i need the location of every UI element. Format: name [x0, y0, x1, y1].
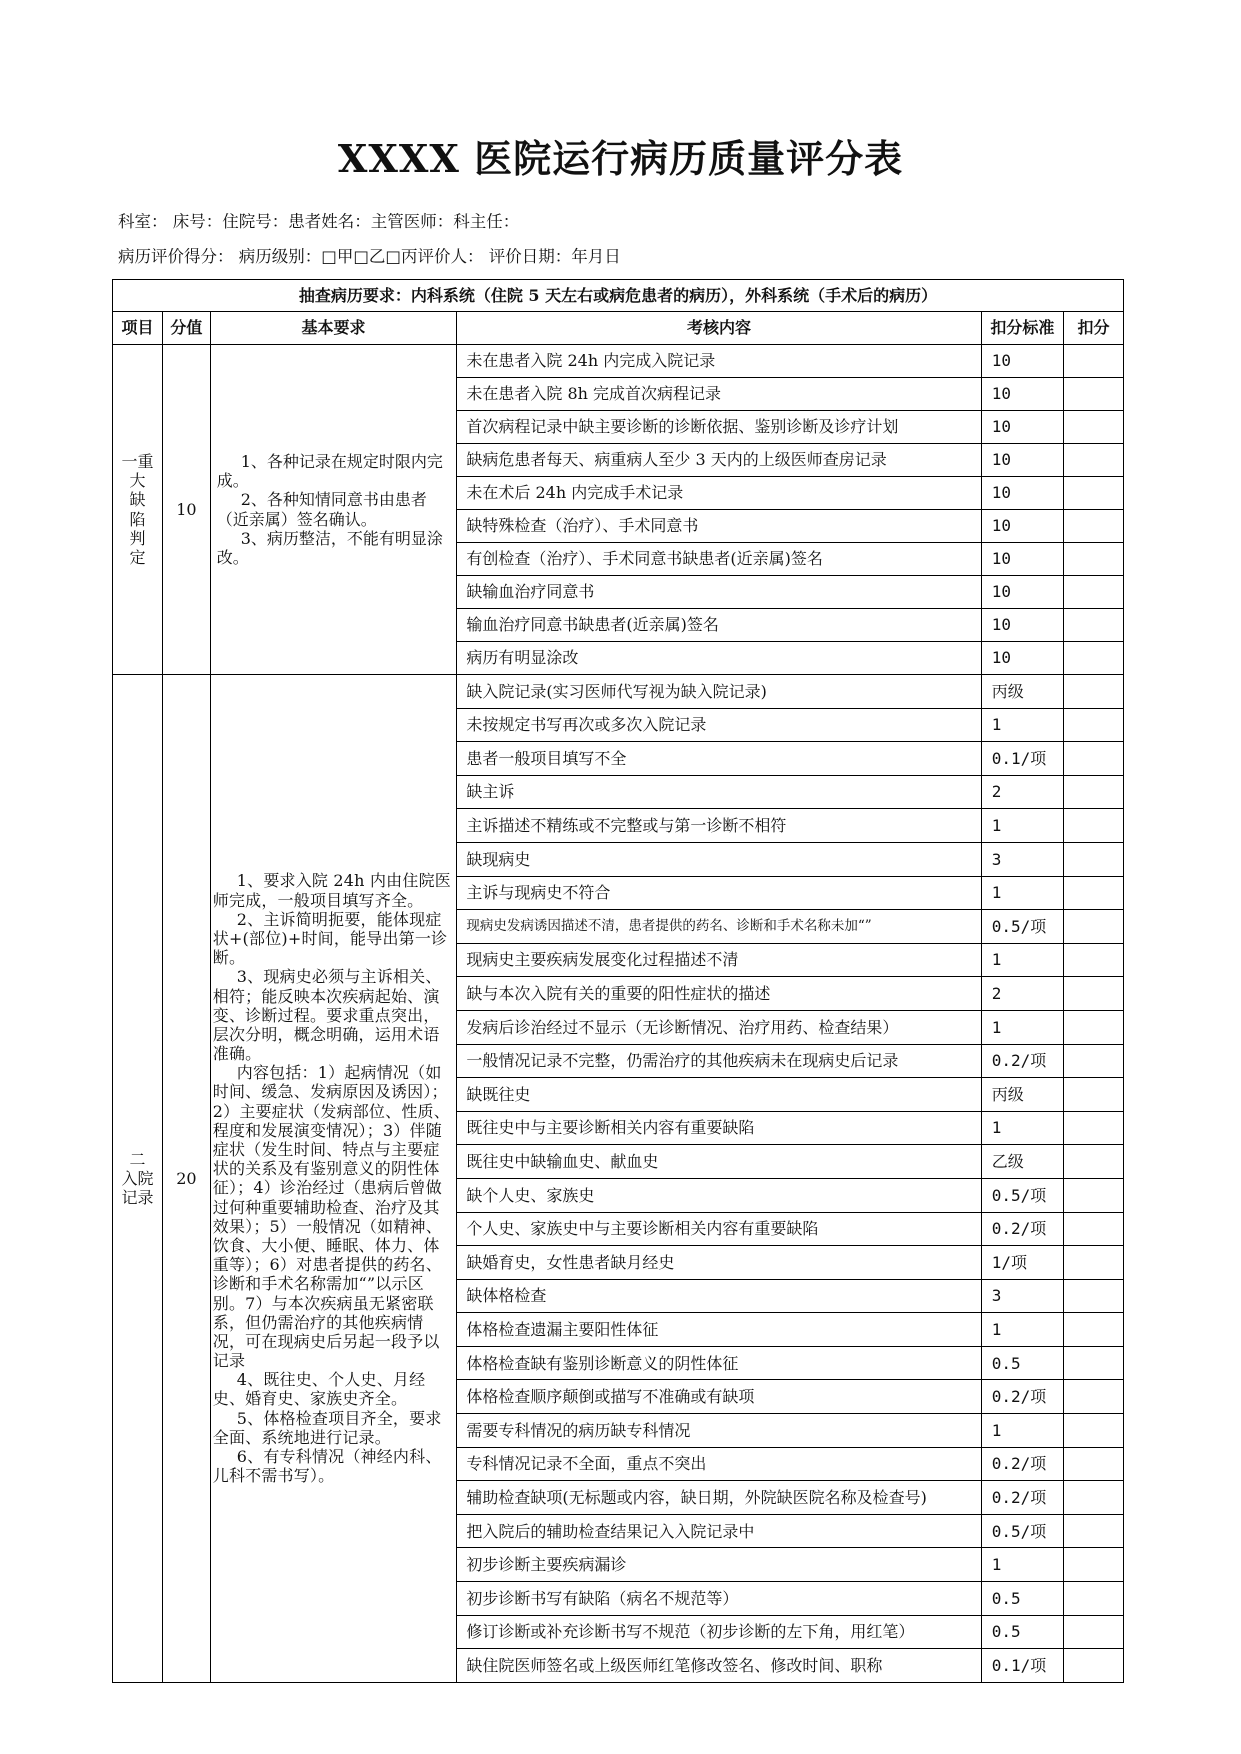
patient-info-line: 科室： 床号：住院号：患者姓名：主管医师：科主任： — [118, 212, 520, 231]
deduction-input-cell[interactable] — [1063, 1313, 1123, 1347]
assessment-content: 体格检查缺有鉴别诊断意义的阴性体征 — [457, 1346, 981, 1380]
deduction-input-cell[interactable] — [1063, 543, 1123, 576]
requirement-paragraph: 内容包括：1）起病情况（如时间、缓急、发病原因及诱因）；2）主要症状（发病部位、性质、程度和发展演变情况）；3）伴随症状（发生时间、特点与主要症状的关系及有鉴别意义的阴性体征）；4）诊治经过（患病后曾做过何种重要辅助检查、治疗及其效果）；5）一般情况（如精神、饮食、大小便、睡眠、体力、体重等）；6）对患者提供的药名、诊断和手术名称需加“”以示区别。7）与本次疾病虽无紧密联系，但仍需治疗的其他疾病情况，可在现病史后另起一段予以记录 — [212, 1063, 450, 1371]
evaluation-info-line: 病历评价得分： 病历级别：□甲□乙□丙评价人： 评价日期：年月日 — [118, 247, 621, 266]
assessment-content: 缺现病史 — [457, 842, 981, 876]
deduction-input-cell[interactable] — [1063, 675, 1123, 709]
deduction-input-cell[interactable] — [1063, 378, 1123, 411]
deduction-standard: 1/项 — [981, 1246, 1063, 1280]
deduction-standard: 10 — [981, 642, 1063, 675]
assessment-content: 病历有明显涂改 — [457, 642, 981, 675]
col-header-score: 分值 — [162, 312, 210, 345]
deduction-input-cell[interactable] — [1063, 1178, 1123, 1212]
deduction-input-cell[interactable] — [1063, 910, 1123, 944]
assessment-content: 未在患者入院 24h 内完成入院记录 — [457, 345, 981, 378]
basic-requirements — [210, 675, 457, 1683]
deduction-input-cell[interactable] — [1063, 1514, 1123, 1548]
assessment-content: 未在术后 24h 内完成手术记录 — [457, 477, 981, 510]
assessment-content: 既往史中缺输血史、献血史 — [457, 1145, 981, 1179]
deduction-input-cell[interactable] — [1063, 1615, 1123, 1649]
assessment-content: 初步诊断主要疾病漏诊 — [457, 1548, 981, 1582]
assessment-content: 缺病危患者每天、病重病人至少 3 天内的上级医师查房记录 — [457, 444, 981, 477]
deduction-standard: 1 — [981, 876, 1063, 910]
deduction-input-cell[interactable] — [1063, 1279, 1123, 1313]
assessment-content: 缺特殊检查（治疗）、手术同意书 — [457, 510, 981, 543]
assessment-content: 发病后诊治经过不显示（无诊断情况、治疗用药、检查结果） — [457, 1010, 981, 1044]
deduction-standard: 1 — [981, 1111, 1063, 1145]
requirement-paragraph: 5、体格检查项目齐全，要求全面、系统地进行记录。 — [212, 1408, 442, 1447]
deduction-standard: 10 — [981, 609, 1063, 642]
assessment-content: 把入院后的辅助检查结果记入入院记录中 — [457, 1514, 981, 1548]
deduction-standard: 1 — [981, 1548, 1063, 1582]
deduction-standard: 2 — [981, 775, 1063, 809]
assessment-content: 有创检查（治疗）、手术同意书缺患者(近亲属)签名 — [457, 543, 981, 576]
assessment-content: 缺输血治疗同意书 — [457, 576, 981, 609]
deduction-standard: 10 — [981, 477, 1063, 510]
deduction-standard: 0.5/项 — [981, 910, 1063, 944]
col-header-assessment-content: 考核内容 — [457, 312, 981, 345]
deduction-input-cell[interactable] — [1063, 1111, 1123, 1145]
assessment-content: 缺主诉 — [457, 775, 981, 809]
deduction-input-cell[interactable] — [1063, 609, 1123, 642]
deduction-standard: 0.5 — [981, 1615, 1063, 1649]
assessment-content: 未按规定书写再次或多次入院记录 — [457, 708, 981, 742]
deduction-input-cell[interactable] — [1063, 742, 1123, 776]
deduction-standard: 0.2/项 — [981, 1481, 1063, 1515]
assessment-content: 缺入院记录(实习医师代写视为缺入院记录) — [457, 675, 981, 709]
assessment-content: 现病史主要疾病发展变化过程描述不清 — [457, 943, 981, 977]
deduction-input-cell[interactable] — [1063, 477, 1123, 510]
assessment-content: 个人史、家族史中与主要诊断相关内容有重要缺陷 — [457, 1212, 981, 1246]
deduction-input-cell[interactable] — [1063, 1212, 1123, 1246]
table-row — [113, 345, 1124, 378]
deduction-input-cell[interactable] — [1063, 411, 1123, 444]
assessment-content: 体格检查顺序颠倒或描写不准确或有缺项 — [457, 1380, 981, 1414]
column-header-row — [113, 312, 1124, 345]
col-header-deduction-standard: 扣分标准 — [981, 312, 1063, 345]
deduction-standard: 乙级 — [981, 1145, 1063, 1179]
deduction-standard: 丙级 — [981, 1078, 1063, 1112]
deduction-input-cell[interactable] — [1063, 977, 1123, 1011]
requirement-header: 抽查病历要求：内科系统（住院 5 天左右或病危患者的病历），外科系统（手术后的病历） — [113, 280, 1124, 312]
requirement-paragraph: 1、各种记录在规定时限内完成。 — [216, 451, 443, 491]
assessment-content: 初步诊断书写有缺陷（病名不规范等） — [457, 1582, 981, 1616]
assessment-content: 专科情况记录不全面，重点不突出 — [457, 1447, 981, 1481]
assessment-content: 体格检查遗漏主要阳性体征 — [457, 1313, 981, 1347]
table-row — [113, 675, 1124, 709]
requirement-paragraph: 2、各种知情同意书由患者（近亲属）签名确认。 — [216, 490, 427, 529]
deduction-input-cell[interactable] — [1063, 1010, 1123, 1044]
deduction-standard: 0.2/项 — [981, 1044, 1063, 1078]
assessment-content: 修订诊断或补充诊断书写不规范（初步诊断的左下角，用红笔） — [457, 1615, 981, 1649]
deduction-standard: 10 — [981, 543, 1063, 576]
deduction-input-cell[interactable] — [1063, 1548, 1123, 1582]
assessment-content: 现病史发病诱因描述不清，患者提供的药名、诊断和手术名称未加“” — [457, 910, 981, 944]
assessment-content: 主诉与现病史不符合 — [457, 876, 981, 910]
deduction-standard: 10 — [981, 510, 1063, 543]
requirement-paragraph: 1、要求入院 24h 内由住院医师完成，一般项目填写齐全。 — [212, 871, 451, 910]
col-header-item: 项目 — [113, 312, 163, 345]
assessment-content: 主诉描述不精练或不完整或与第一诊断不相符 — [457, 809, 981, 843]
deduction-standard: 1 — [981, 708, 1063, 742]
deduction-input-cell[interactable] — [1063, 1649, 1123, 1683]
assessment-content: 首次病程记录中缺主要诊断的诊断依据、鉴别诊断及诊疗计划 — [457, 411, 981, 444]
deduction-standard: 0.1/项 — [981, 1649, 1063, 1683]
deduction-input-cell[interactable] — [1063, 1145, 1123, 1179]
deduction-input-cell[interactable] — [1063, 345, 1123, 378]
deduction-standard: 0.2/项 — [981, 1380, 1063, 1414]
deduction-input-cell[interactable] — [1063, 444, 1123, 477]
deduction-input-cell[interactable] — [1063, 1481, 1123, 1515]
assessment-content: 需要专科情况的病历缺专科情况 — [457, 1414, 981, 1448]
assessment-content: 缺个人史、家族史 — [457, 1178, 981, 1212]
deduction-input-cell[interactable] — [1063, 576, 1123, 609]
score-table — [112, 279, 1124, 1683]
deduction-standard: 0.5 — [981, 1346, 1063, 1380]
assessment-content: 缺住院医师签名或上级医师红笔修改签名、修改时间、职称 — [457, 1649, 981, 1683]
deduction-input-cell[interactable] — [1063, 1380, 1123, 1414]
assessment-content: 辅助检查缺项(无标题或内容，缺日期，外院缺医院名称及检查号) — [457, 1481, 981, 1515]
assessment-content: 未在患者入院 8h 完成首次病程记录 — [457, 378, 981, 411]
deduction-input-cell[interactable] — [1063, 510, 1123, 543]
deduction-input-cell[interactable] — [1063, 1582, 1123, 1616]
requirement-paragraph: 3、病历整洁，不能有明显涂改。 — [216, 528, 443, 567]
deduction-input-cell[interactable] — [1063, 1414, 1123, 1448]
col-header-deduction: 扣分 — [1063, 312, 1123, 345]
deduction-input-cell[interactable] — [1063, 708, 1123, 742]
assessment-content: 缺体格检查 — [457, 1279, 981, 1313]
assessment-content: 输血治疗同意书缺患者(近亲属)签名 — [457, 609, 981, 642]
assessment-content: 一般情况记录不完整，仍需治疗的其他疾病未在现病史后记录 — [457, 1044, 981, 1078]
deduction-input-cell[interactable] — [1063, 775, 1123, 809]
deduction-standard: 10 — [981, 378, 1063, 411]
requirement-paragraph: 3、现病史必须与主诉相关、相符；能反映本次疾病起始、演变、诊断过程。要求重点突出，层次分明，概念明确，运用术语准确。 — [212, 967, 442, 1064]
deduction-standard: 10 — [981, 411, 1063, 444]
assessment-content: 缺婚育史，女性患者缺月经史 — [457, 1246, 981, 1280]
section-score: 20 — [162, 675, 210, 1683]
deduction-standard: 2 — [981, 977, 1063, 1011]
deduction-standard: 3 — [981, 842, 1063, 876]
col-header-basic-requirement: 基本要求 — [210, 312, 457, 345]
deduction-standard: 10 — [981, 345, 1063, 378]
requirement-paragraph: 2、主诉简明扼要，能体现症状+(部位)+时间，能导出第一诊断。 — [212, 909, 448, 968]
deduction-input-cell[interactable] — [1063, 1246, 1123, 1280]
deduction-input-cell[interactable] — [1063, 1044, 1123, 1078]
deduction-standard: 0.2/项 — [981, 1212, 1063, 1246]
section-item-label: 一重 大 缺 陷 判 定 — [113, 345, 163, 675]
deduction-standard: 1 — [981, 1313, 1063, 1347]
deduction-standard: 丙级 — [981, 675, 1063, 709]
assessment-content: 既往史中与主要诊断相关内容有重要缺陷 — [457, 1111, 981, 1145]
section-score: 10 — [162, 345, 210, 675]
assessment-content: 患者一般项目填写不全 — [457, 742, 981, 776]
section-item-label: 二 入院 记录 — [113, 675, 163, 1683]
deduction-input-cell[interactable] — [1063, 842, 1123, 876]
deduction-standard: 3 — [981, 1279, 1063, 1313]
deduction-input-cell[interactable] — [1063, 1447, 1123, 1481]
basic-requirements — [210, 345, 457, 675]
deduction-standard: 0.5/项 — [981, 1514, 1063, 1548]
deduction-standard: 0.1/项 — [981, 742, 1063, 776]
deduction-input-cell[interactable] — [1063, 1346, 1123, 1380]
deduction-standard: 0.5 — [981, 1582, 1063, 1616]
requirement-paragraph: 4、既往史、个人史、月经史、婚育史、家族史齐全。 — [212, 1370, 426, 1409]
deduction-standard: 1 — [981, 943, 1063, 977]
deduction-standard: 10 — [981, 444, 1063, 477]
deduction-input-cell[interactable] — [1063, 943, 1123, 977]
deduction-input-cell[interactable] — [1063, 1078, 1123, 1112]
deduction-input-cell[interactable] — [1063, 809, 1123, 843]
deduction-standard: 1 — [981, 1414, 1063, 1448]
requirement-paragraph: 6、有专科情况（神经内科、儿科不需书写）。 — [212, 1447, 442, 1486]
deduction-standard: 1 — [981, 1010, 1063, 1044]
deduction-input-cell[interactable] — [1063, 876, 1123, 910]
deduction-standard: 10 — [981, 576, 1063, 609]
deduction-standard: 0.5/项 — [981, 1178, 1063, 1212]
deduction-input-cell[interactable] — [1063, 642, 1123, 675]
document-title: XXXX 医院运行病历质量评分表 — [337, 136, 904, 181]
deduction-standard: 1 — [981, 809, 1063, 843]
assessment-content: 缺与本次入院有关的重要的阳性症状的描述 — [457, 977, 981, 1011]
deduction-standard: 0.2/项 — [981, 1447, 1063, 1481]
assessment-content: 缺既往史 — [457, 1078, 981, 1112]
